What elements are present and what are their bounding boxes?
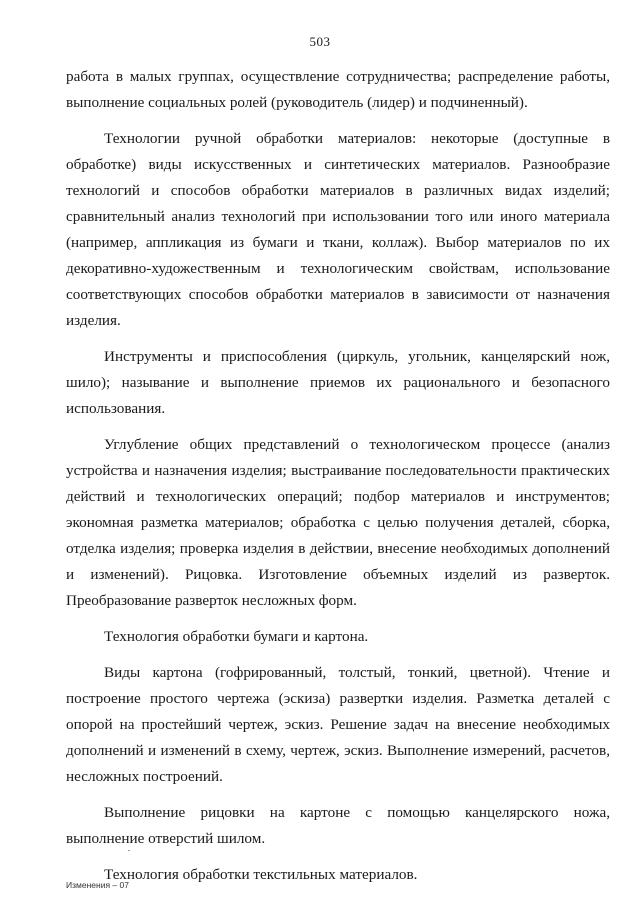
paragraph-technological-process: Углубление общих представлений о технологическом процессе (анализ устройства и назначения изделия; выстраивание последовательности практических действий и технологических операций; подбор материалов и инструментов; экономная разметка материалов; обработка с целью получения деталей, сборка, отделка изделия; проверка изделия в действии, внесение необходимых дополнений и изменений). Рицовка. Изготовление объемных изделий из разверток. Преобразование разверток несложных форм. <box>66 436 610 609</box>
paragraph-continuation: работа в малых группах, осуществление сотрудничества; распределение работы, выполнение социальных ролей (руководитель (лидер) и подчиненный). <box>66 68 610 111</box>
page-number: 503 <box>309 34 331 49</box>
paragraph-paper-cardboard-heading: Технология обработки бумаги и картона. <box>104 628 369 645</box>
paragraph-textile-heading: Технология обработки текстильных материалов. <box>104 866 418 883</box>
paragraph-manual-processing: Технологии ручной обработки материалов: некоторые (доступные в обработке) виды искусственных и синтетических материалов. Разнообразие технологий и способов обработки материалов в различных видах изделий; сравнительный анализ технологий при использовании того или иного материала (например, аппликация из бумаги и ткани, коллаж). Выбор материалов по их декоративно-художественным и технологическим свойствам, использование соответствующих способов обработки материалов в зависимости от назначения изделия. <box>66 130 610 329</box>
paragraph-tools: Инструменты и приспособления (циркуль, угольник, канцелярский нож, шило); называние и выполнение приемов их рационального и безопасного использования. <box>66 348 610 417</box>
footer-revision-note: Изменения – 07 <box>66 880 129 890</box>
scan-speck <box>128 850 130 851</box>
paragraph-scoring: Выполнение рицовки на картоне с помощью канцелярского ножа, выполнение отверстий шилом. <box>66 804 610 847</box>
paragraph-cardboard-types: Виды картона (гофрированный, толстый, тонкий, цветной). Чтение и построение простого чертежа (эскиза) развертки изделия. Разметка деталей с опорой на простейший чертеж, эскиз. Решение задач на внесение необходимых дополнений и изменений в схему, чертеж, эскиз. Выполнение измерений, расчетов, несложных построений. <box>66 664 610 785</box>
body-text <box>66 64 610 898</box>
